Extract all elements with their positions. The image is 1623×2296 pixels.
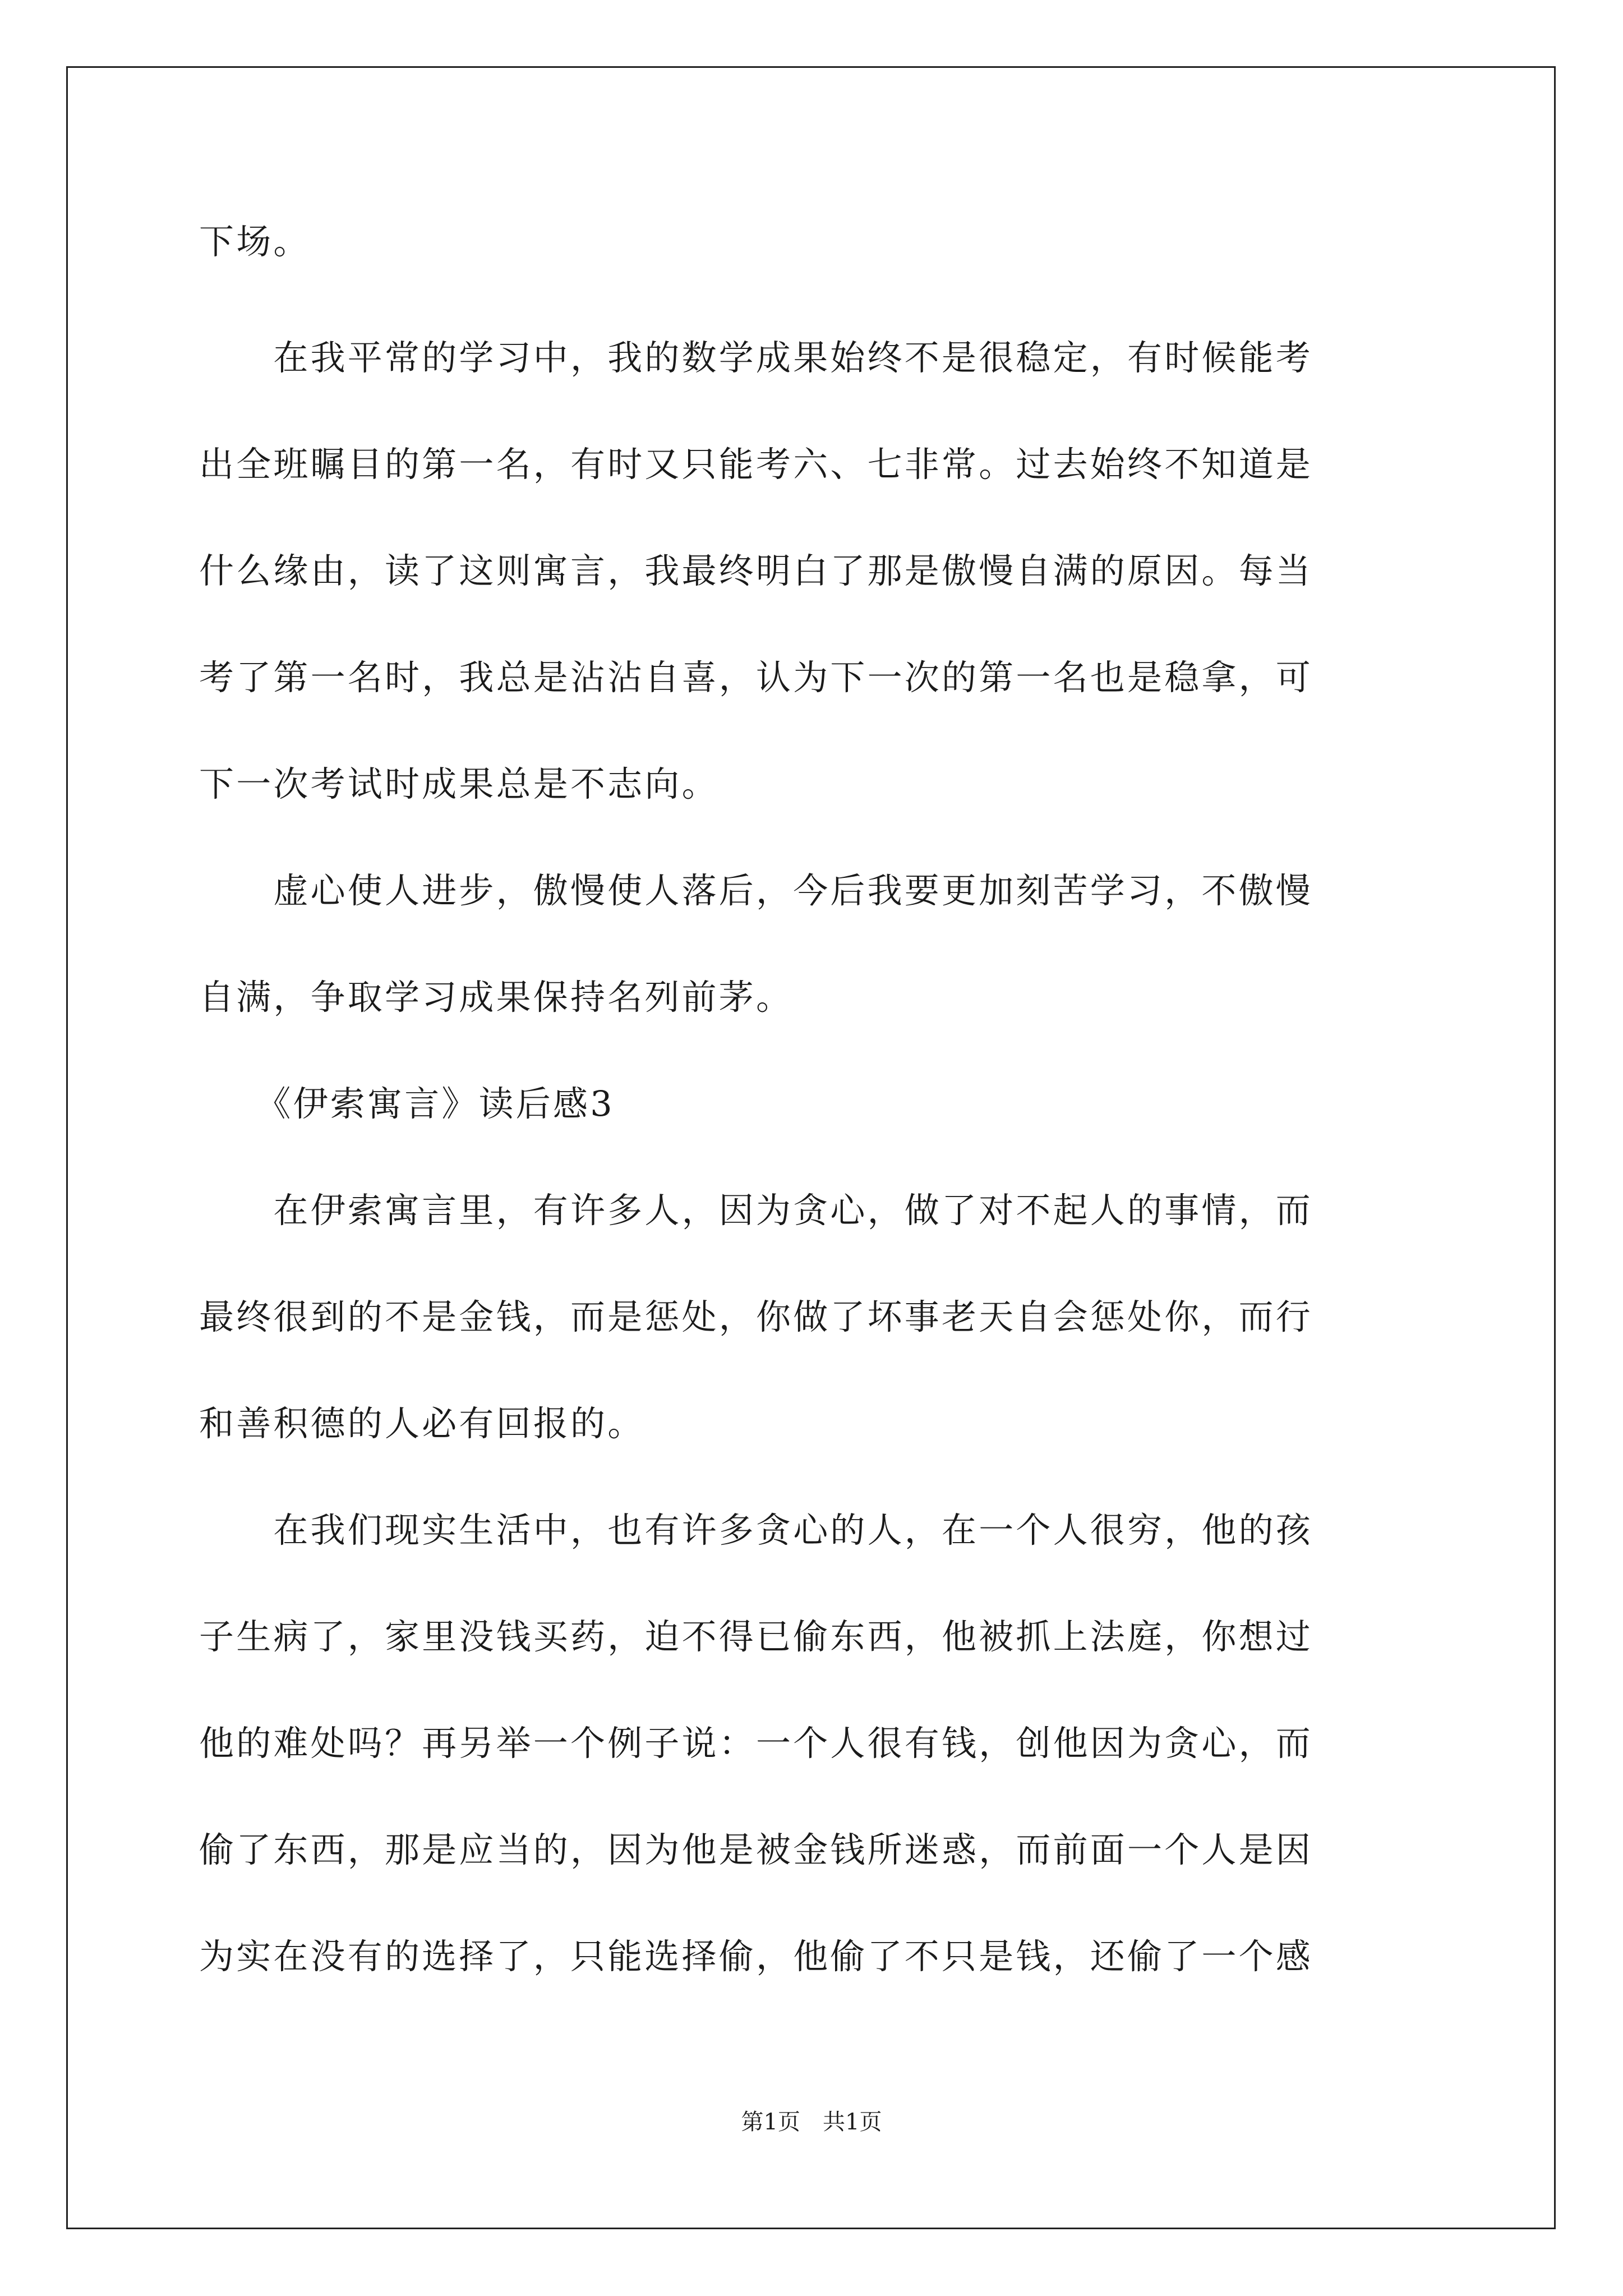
text-line: 在我平常的学习中，我的数学成果始终不是很稳定，有时候能考 — [199, 337, 1313, 378]
text-line: 他的难处吗？再另举一个例子说：一个人很有钱，创他因为贪心，而 — [199, 1723, 1313, 1764]
text-line: 什么缘由，读了这则寓言，我最终明白了那是傲慢自满的原因。每当 — [199, 550, 1313, 591]
text-line: 出全班瞩目的第一名，有时又只能考六、七非常。过去始终不知道是 — [199, 444, 1313, 485]
text-line: 子生病了，家里没钱买药，迫不得已偷东西，他被抓上法庭，你想过 — [199, 1616, 1313, 1657]
text-line: 偷了东西，那是应当的，因为他是被金钱所迷惑，而前面一个人是因 — [199, 1829, 1313, 1870]
text-line: 最终很到的不是金钱，而是惩处，你做了坏事老天自会惩处你，而行 — [199, 1296, 1313, 1337]
text-line: 下一次考试时成果总是不志向。 — [199, 763, 719, 804]
text-line: 在我们现实生活中，也有许多贪心的人，在一个人很穷，他的孩 — [199, 1510, 1313, 1550]
text-line: 和善积德的人必有回报的。 — [199, 1403, 645, 1444]
text-line: 自满，争取学习成果保持名列前茅。 — [199, 977, 794, 1018]
section-heading: 《伊索寓言》读后感3 — [199, 1083, 615, 1124]
page-number: 第1页 共1页 — [741, 2109, 882, 2135]
text-line: 虚心使人进步，傲慢使人落后，今后我要更加刻苦学习，不傲慢 — [199, 870, 1313, 911]
text-line: 为实在没有的选择了，只能选择偷，他偷了不只是钱，还偷了一个感 — [199, 1936, 1313, 1977]
text-line: 下场。 — [199, 221, 311, 262]
page-border — [66, 66, 1556, 2229]
text-line: 在伊索寓言里，有许多人，因为贪心，做了对不起人的事情，而 — [199, 1190, 1313, 1231]
text-line: 考了第一名时，我总是沾沾自喜，认为下一次的第一名也是稳拿，可 — [199, 657, 1313, 698]
